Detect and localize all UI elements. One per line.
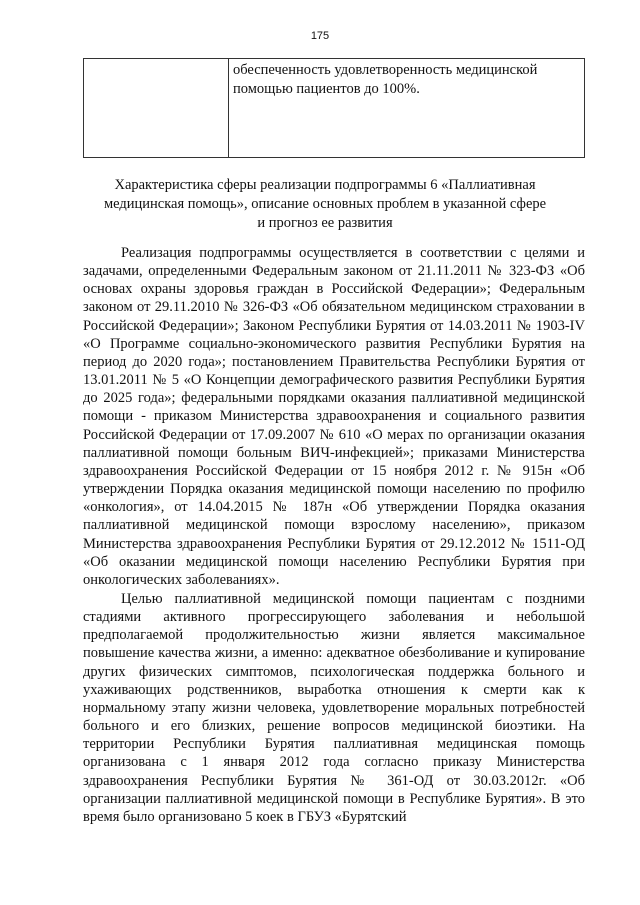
section-heading: Характеристика сферы реализации подпрограммы 6 «Паллиативная медицинская помощь», описание основных проблем в указанной сфере и прогноз ее развития (103, 177, 547, 231)
table-cell-right: обеспеченность удовлетворенность медицинской помощью пациентов до 100%. (229, 59, 585, 158)
paragraph-legal-basis: Реализация подпрограммы осуществляется в соответствии с целями и задачами, определенными Федеральным законом от 21.11.2011 № 323-ФЗ «Об основах охраны здоровья граждан в Российской Федерации»; Федеральным законом от 29.11.2010 № 326-ФЗ «Об обязательном медицинском страховании в Российской Федерации»; Законом Республики Бурятия от 14.03.2011 № 1903-IV «О Программе социально-экономического развития Республики Бурятия на период до 2020 года»; постановлением Правительства Республики Бурятия от 13.01.2011 № 5 «О Концепции демографического развития Республики Бурятия до 2025 года»; федеральными порядками оказания паллиативной медицинской помощи - приказом Министерства здравоохранения и социального развития Российской Федерации от 17.09.2007 № 610 «О мерах по организации оказания паллиативной помощи больным ВИЧ-инфекцией»; приказами Министерства здравоохранения Российской Федерации от 15 ноября 2012 г. № 915н «Об утверждении Порядка оказания медицинской помощи населению по профилю «онкология», от 14.04.2015 № 187н «Об утверждении Порядка оказания паллиативной медицинской помощи взрослому населению», приказом Министерства здравоохранения Республики Бурятия от 29.12.2012 № 1511-ОД «Об оказании медицинской помощи населению Республики Бурятия при онкологических заболеваниях». (83, 245, 585, 588)
table-fragment (83, 58, 585, 158)
body-text (83, 244, 585, 826)
table-row (84, 59, 585, 158)
page-number: 175 (310, 30, 330, 42)
paragraph-palliative-goal: Целью паллиативной медицинской помощи пациентам с поздними стадиями активного прогрессирующего заболевания и небольшой предполагаемой продолжительностью жизни является максимальное повышение качества жизни, а именно: адекватное обезболивание и купирование других физических симптомов, психологическая поддержка больного и ухаживающих родственников, выработка отношения к смерти как к нормальному этапу жизни человека, удовлетворение моральных потребностей больного и его близких, решение вопросов медицинской биоэтики. На территории Республики Бурятия паллиативная медицинская помощь организована с 1 января 2012 года согласно приказу Министерства здравоохранения Республики Бурятия № 361-ОД от 30.03.2012г. «Об организации паллиативной медицинской помощи в Республике Бурятия». В это время было организовано 5 коек в ГБУЗ «Бурятский (83, 590, 585, 825)
table-cell-left (84, 59, 229, 158)
